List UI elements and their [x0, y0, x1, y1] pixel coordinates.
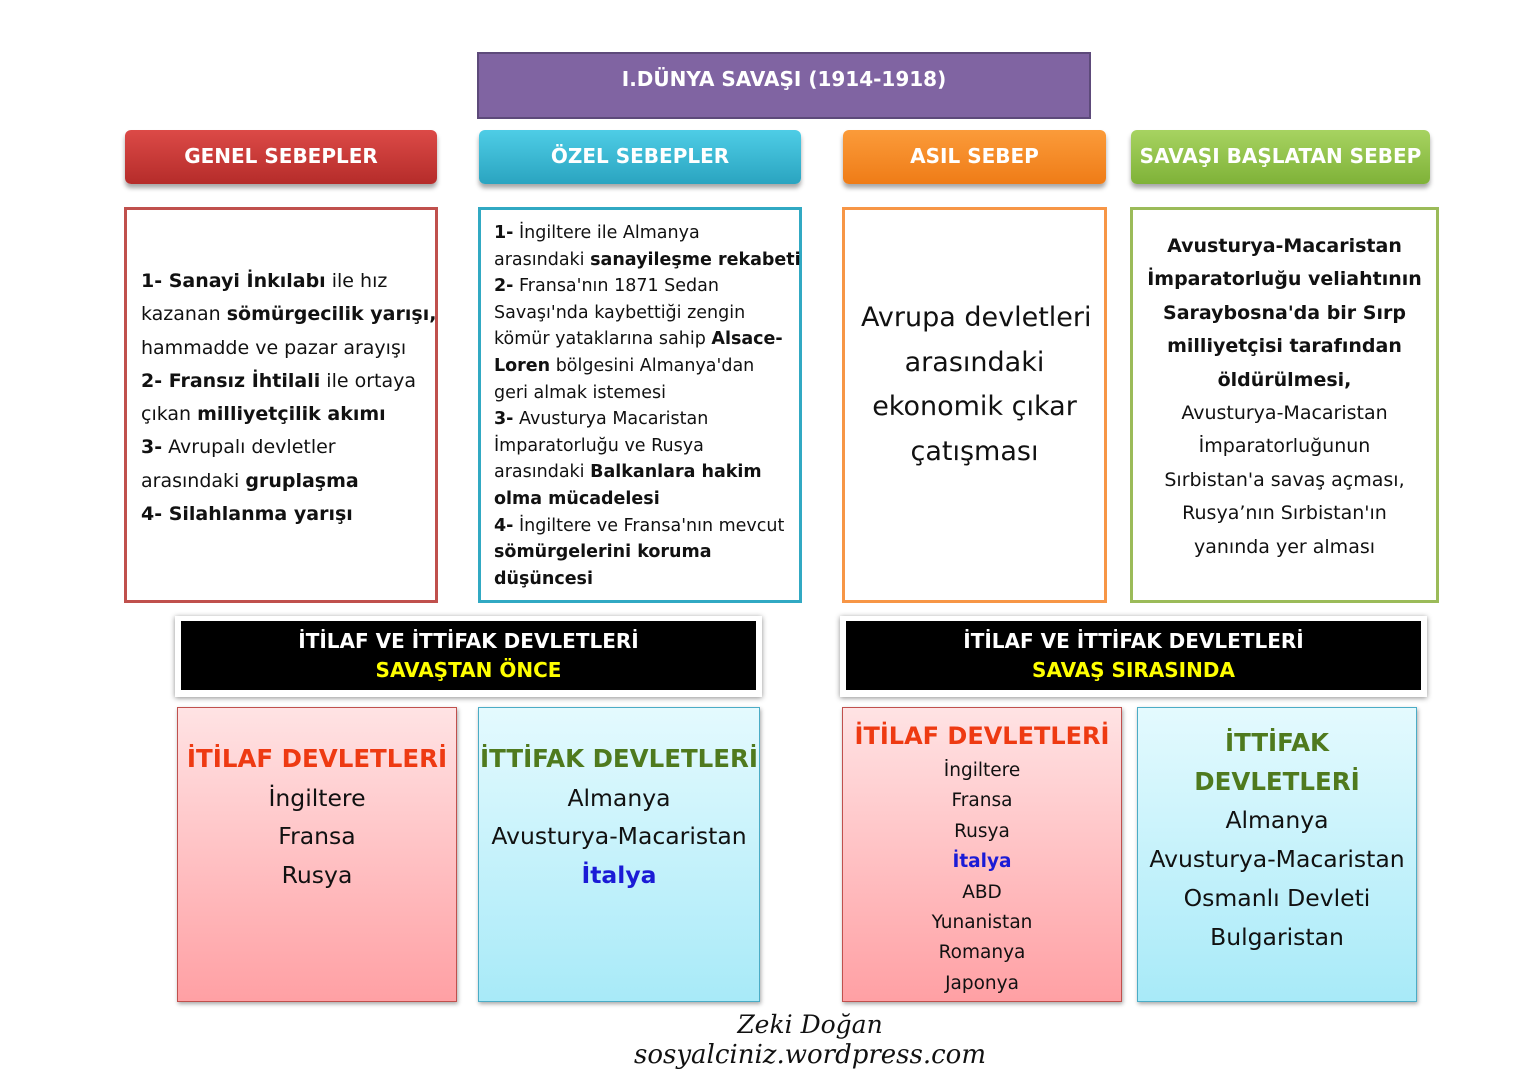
country-item: Yunanistan [931, 912, 1033, 934]
triggering-cause-line: Rusya’nın Sırbistan'ın [1182, 502, 1387, 525]
ittifak-title: İTTİFAK DEVLETLERİ [479, 744, 759, 773]
main-title: I.DÜNYA SAVAŞI (1914-1918) [477, 52, 1091, 119]
triggering-cause-box [1130, 207, 1439, 603]
author-signature [620, 1010, 1000, 1070]
main-cause-box [842, 207, 1107, 603]
special-cause-line: 1- İngiltere ile Almanya [494, 223, 700, 243]
special-cause-line: arasındaki Balkanlara hakim [494, 462, 762, 483]
country-item: Japonya [945, 972, 1019, 994]
itilaf-title: İTİLAF DEVLETLERİ [854, 722, 1110, 750]
special-cause-line: kömür yataklarına sahip Alsace- [494, 329, 783, 350]
country-item: Avusturya-Macaristan [491, 822, 747, 851]
special-cause-line: İmparatorluğu ve Rusya [494, 435, 704, 456]
general-cause-line: 2- Fransız İhtilali ile ortaya [141, 369, 416, 392]
before-itilaf-box [177, 707, 457, 1002]
banner-title: İTİLAF VE İTTİFAK DEVLETLERİ [298, 628, 639, 653]
country-item: Bulgaristan [1210, 922, 1344, 951]
special-cause-line: 2- Fransa'nın 1871 Sedan [494, 276, 719, 297]
general-causes-box [124, 207, 438, 603]
general-cause-line: 4- Silahlanma yarışı [141, 503, 353, 526]
general-cause-line: hammadde ve pazar arayışı [141, 336, 407, 359]
header-special-causes: ÖZEL SEBEPLER [479, 130, 801, 184]
main-cause-line: Avrupa devletleri [861, 302, 1092, 333]
author-name: Zeki Doğan [737, 1010, 883, 1039]
special-cause-line: arasındaki sanayileşme rekabeti [494, 249, 801, 270]
country-item: Osmanlı Devleti [1183, 883, 1371, 912]
header-main-cause: ASIL SEBEP [843, 130, 1106, 184]
country-item: Fransa [278, 822, 356, 851]
main-cause-line: ekonomik çıkar [872, 391, 1077, 422]
country-item: Almanya [567, 783, 671, 812]
triggering-cause-line: Saraybosna'da bir Sırp [1163, 301, 1406, 324]
banner-subtitle: SAVAŞTAN ÖNCE [375, 657, 562, 682]
country-item: İngiltere [943, 760, 1021, 781]
triggering-cause-line: Avusturya-Macaristan [1181, 402, 1388, 425]
special-cause-line: olma mücadelesi [494, 488, 660, 509]
general-cause-line: kazanan sömürgecilik yarışı, [141, 303, 437, 326]
country-item-italy: İtalya [952, 851, 1012, 873]
country-item: Rusya [281, 861, 353, 890]
special-cause-line: 3- Avusturya Macaristan [494, 409, 709, 430]
general-cause-line: arasındaki gruplaşma [141, 469, 359, 492]
country-item: İngiltere [268, 783, 366, 812]
country-item: Rusya [954, 820, 1010, 842]
special-cause-line: geri almak istemesi [494, 382, 666, 403]
banner-before-war [175, 616, 762, 697]
country-item: Romanya [938, 942, 1026, 964]
during-itilaf-box [842, 707, 1122, 1002]
special-cause-line: Savaşı'nda kaybettiği zengin [494, 302, 746, 323]
country-item: Fransa [951, 790, 1013, 812]
header-general-causes: GENEL SEBEPLER [125, 130, 437, 184]
country-item-italy: İtalya [581, 861, 657, 890]
special-cause-line: 4- İngiltere ve Fransa'nın mevcut [494, 515, 785, 536]
header-triggering-cause: SAVAŞI BAŞLATAN SEBEP [1131, 130, 1430, 184]
triggering-cause-line: Avusturya-Macaristan [1167, 235, 1402, 257]
triggering-cause-line: İmparatorluğunun [1198, 435, 1371, 458]
triggering-cause-line: yanında yer alması [1193, 535, 1376, 558]
itilaf-title: İTİLAF DEVLETLERİ [186, 744, 448, 773]
special-cause-line: Loren bölgesini Almanya'dan [494, 355, 755, 376]
triggering-cause-line: İmparatorluğu veliahtının [1147, 268, 1422, 291]
general-cause-line: 1- Sanayi İnkılabı ile hız [141, 270, 388, 292]
main-cause-line: arasındaki [904, 346, 1045, 378]
general-cause-line: çıkan milliyetçilik akımı [141, 403, 386, 426]
triggering-cause-line: milliyetçisi tarafından [1167, 335, 1402, 358]
before-ittifak-box [478, 707, 760, 1002]
country-item: Avusturya-Macaristan [1149, 845, 1405, 874]
special-cause-line: düşüncesi [494, 568, 593, 589]
ittifak-title: İTTİFAK DEVLETLERİ [1194, 728, 1360, 796]
banner-title: İTİLAF VE İTTİFAK DEVLETLERİ [963, 628, 1304, 653]
general-cause-line: 3- Avrupalı devletler [141, 436, 336, 459]
during-ittifak-box [1137, 707, 1417, 1002]
main-cause-line: çatışması [910, 435, 1039, 467]
author-website: sosyalciniz.wordpress.com [633, 1040, 986, 1070]
triggering-cause-line: Sırbistan'a savaş açması, [1164, 468, 1405, 491]
country-item: ABD [962, 881, 1002, 903]
country-item: Almanya [1225, 806, 1329, 835]
special-causes-box [478, 207, 802, 603]
banner-during-war [840, 616, 1427, 697]
banner-subtitle: SAVAŞ SIRASINDA [1032, 657, 1235, 682]
triggering-cause-line: öldürülmesi, [1217, 368, 1352, 391]
special-cause-line: sömürgelerini koruma [494, 542, 712, 563]
